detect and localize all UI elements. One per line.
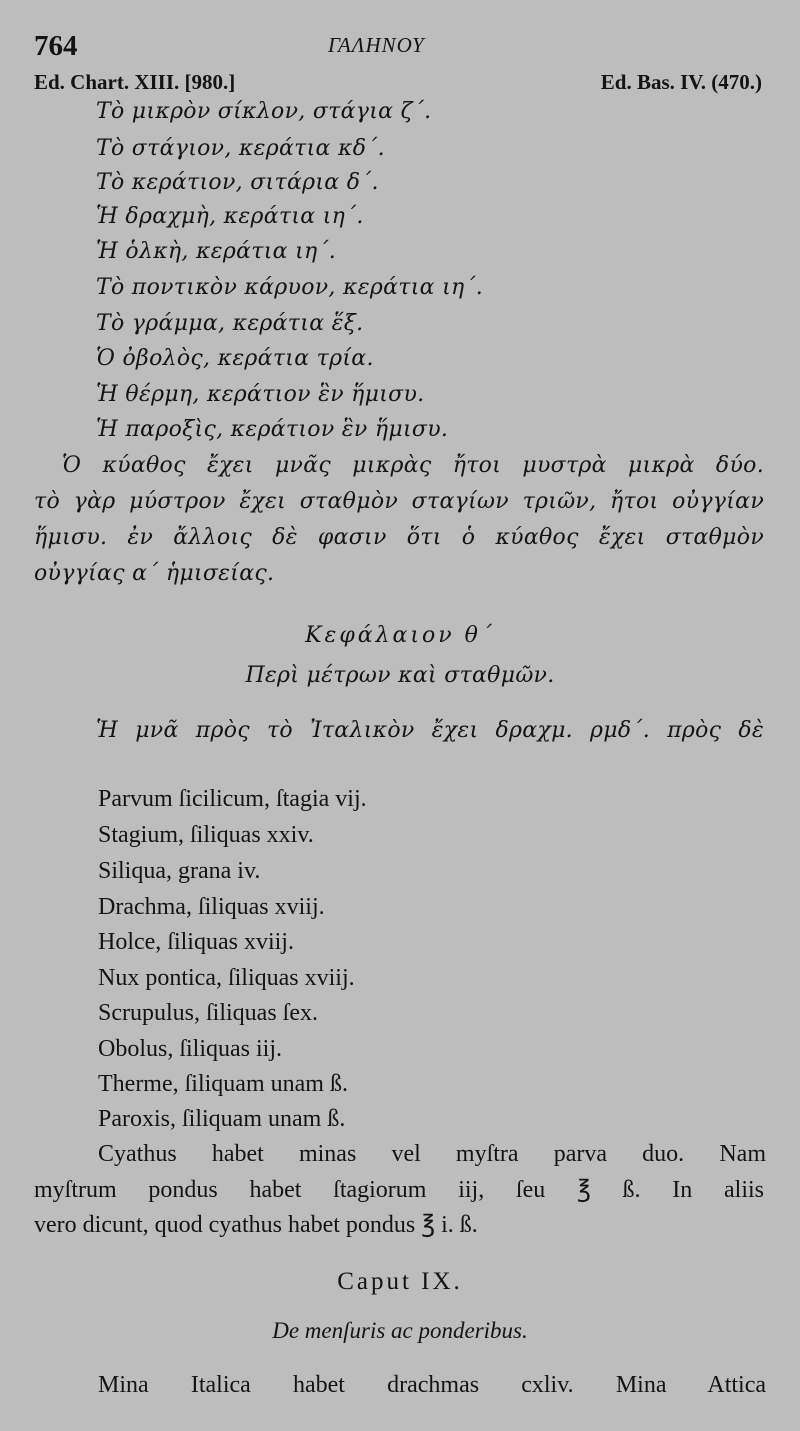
greek-line: Τὸ ποντικὸν κάρυον, κεράτια ιη΄.	[96, 275, 484, 300]
latin-line: Siliqua, grana iv.	[98, 858, 261, 884]
edition-reference-right: Ed. Bas. IV. (470.)	[600, 70, 762, 94]
greek-paragraph-line: Ὁ κύαθος ἔχει μνᾶς μικρὰς ἤτοι μυστρὰ μικρὰ δύο.	[62, 453, 764, 478]
page-number: 764	[34, 30, 78, 62]
latin-line: Stagium, ſiliquas xxiv.	[98, 822, 314, 848]
latin-line: Nux pontica, ſiliquas xviij.	[98, 965, 355, 991]
greek-paragraph-line: τὸ γὰρ μύστρον ἔχει σταθμὸν σταγίων τριῶν, ἤτοι οὐγγίαν	[34, 489, 764, 514]
greek-paragraph-line: οὐγγίας α΄ ἡμισείας.	[34, 561, 275, 586]
latin-paragraph-line: myſtrum pondus habet ſtagiorum iij, ſeu ℥ ß. In aliis	[34, 1177, 764, 1203]
greek-line: Ἡ δραχμὴ, κεράτια ιη΄.	[96, 204, 364, 229]
running-title: ΓΑΛΗΝΟΥ	[328, 33, 425, 57]
greek-line: Τὸ κεράτιον, σιτάρια δ΄.	[96, 170, 379, 195]
edition-reference-left: Ed. Chart. XIII. [980.]	[34, 70, 236, 94]
greek-chapter-first-line: Ἡ μνᾶ πρὸς τὸ Ἰταλικὸν ἔχει δραχμ. ρμδ΄. πρὸς δὲ	[96, 718, 764, 743]
latin-paragraph-line: Cyathus habet minas vel myſtra parva duo. Nam	[98, 1141, 766, 1167]
greek-line: Ἡ θέρμη, κεράτιον ἓν ἥμισυ.	[96, 382, 425, 407]
greek-chapter-subtitle: Περὶ μέτρων καὶ σταθμῶν.	[245, 663, 555, 688]
latin-line: Parvum ſicilicum, ſtagia vij.	[98, 786, 367, 812]
latin-chapter-first-line: Mina Italica habet drachmas cxliv. Mina Attica	[98, 1372, 766, 1398]
greek-line: Ἡ ὁλκὴ, κεράτια ιη΄.	[96, 239, 337, 264]
greek-line: Ὁ ὀβολὸς, κεράτια τρία.	[96, 346, 374, 371]
greek-line: Τὸ στάγιον, κεράτια κδ΄.	[96, 136, 385, 161]
latin-chapter-heading: Caput IX.	[337, 1268, 463, 1295]
latin-line: Drachma, ſiliquas xviij.	[98, 894, 325, 920]
greek-chapter-heading: Κεφάλαιον θ΄	[305, 623, 495, 648]
greek-line: Τὸ μικρὸν σίκλον, στάγια ζ΄.	[96, 99, 432, 124]
greek-line: Ἡ παροξὶς, κεράτιον ἓν ἥμισυ.	[96, 417, 449, 442]
latin-line: Scrupulus, ſiliquas ſex.	[98, 1000, 318, 1026]
latin-line: Therme, ſiliquam unam ß.	[98, 1071, 348, 1097]
greek-line: Τὸ γράμμα, κεράτια ἕξ.	[96, 311, 364, 336]
greek-paragraph-line: ἥμισυ. ἐν ἄλλοις δὲ φασιν ὅτι ὁ κύαθος ἔχει σταθμὸν	[34, 525, 764, 550]
latin-line: Holce, ſiliquas xviij.	[98, 929, 294, 955]
latin-line: Paroxis, ſiliquam unam ß.	[98, 1106, 346, 1132]
latin-line: Obolus, ſiliquas iij.	[98, 1036, 283, 1062]
latin-paragraph-line: vero dicunt, quod cyathus habet pondus ℥ i. ß.	[34, 1212, 478, 1238]
latin-chapter-subtitle: De menſuris ac ponderibus.	[272, 1318, 528, 1343]
